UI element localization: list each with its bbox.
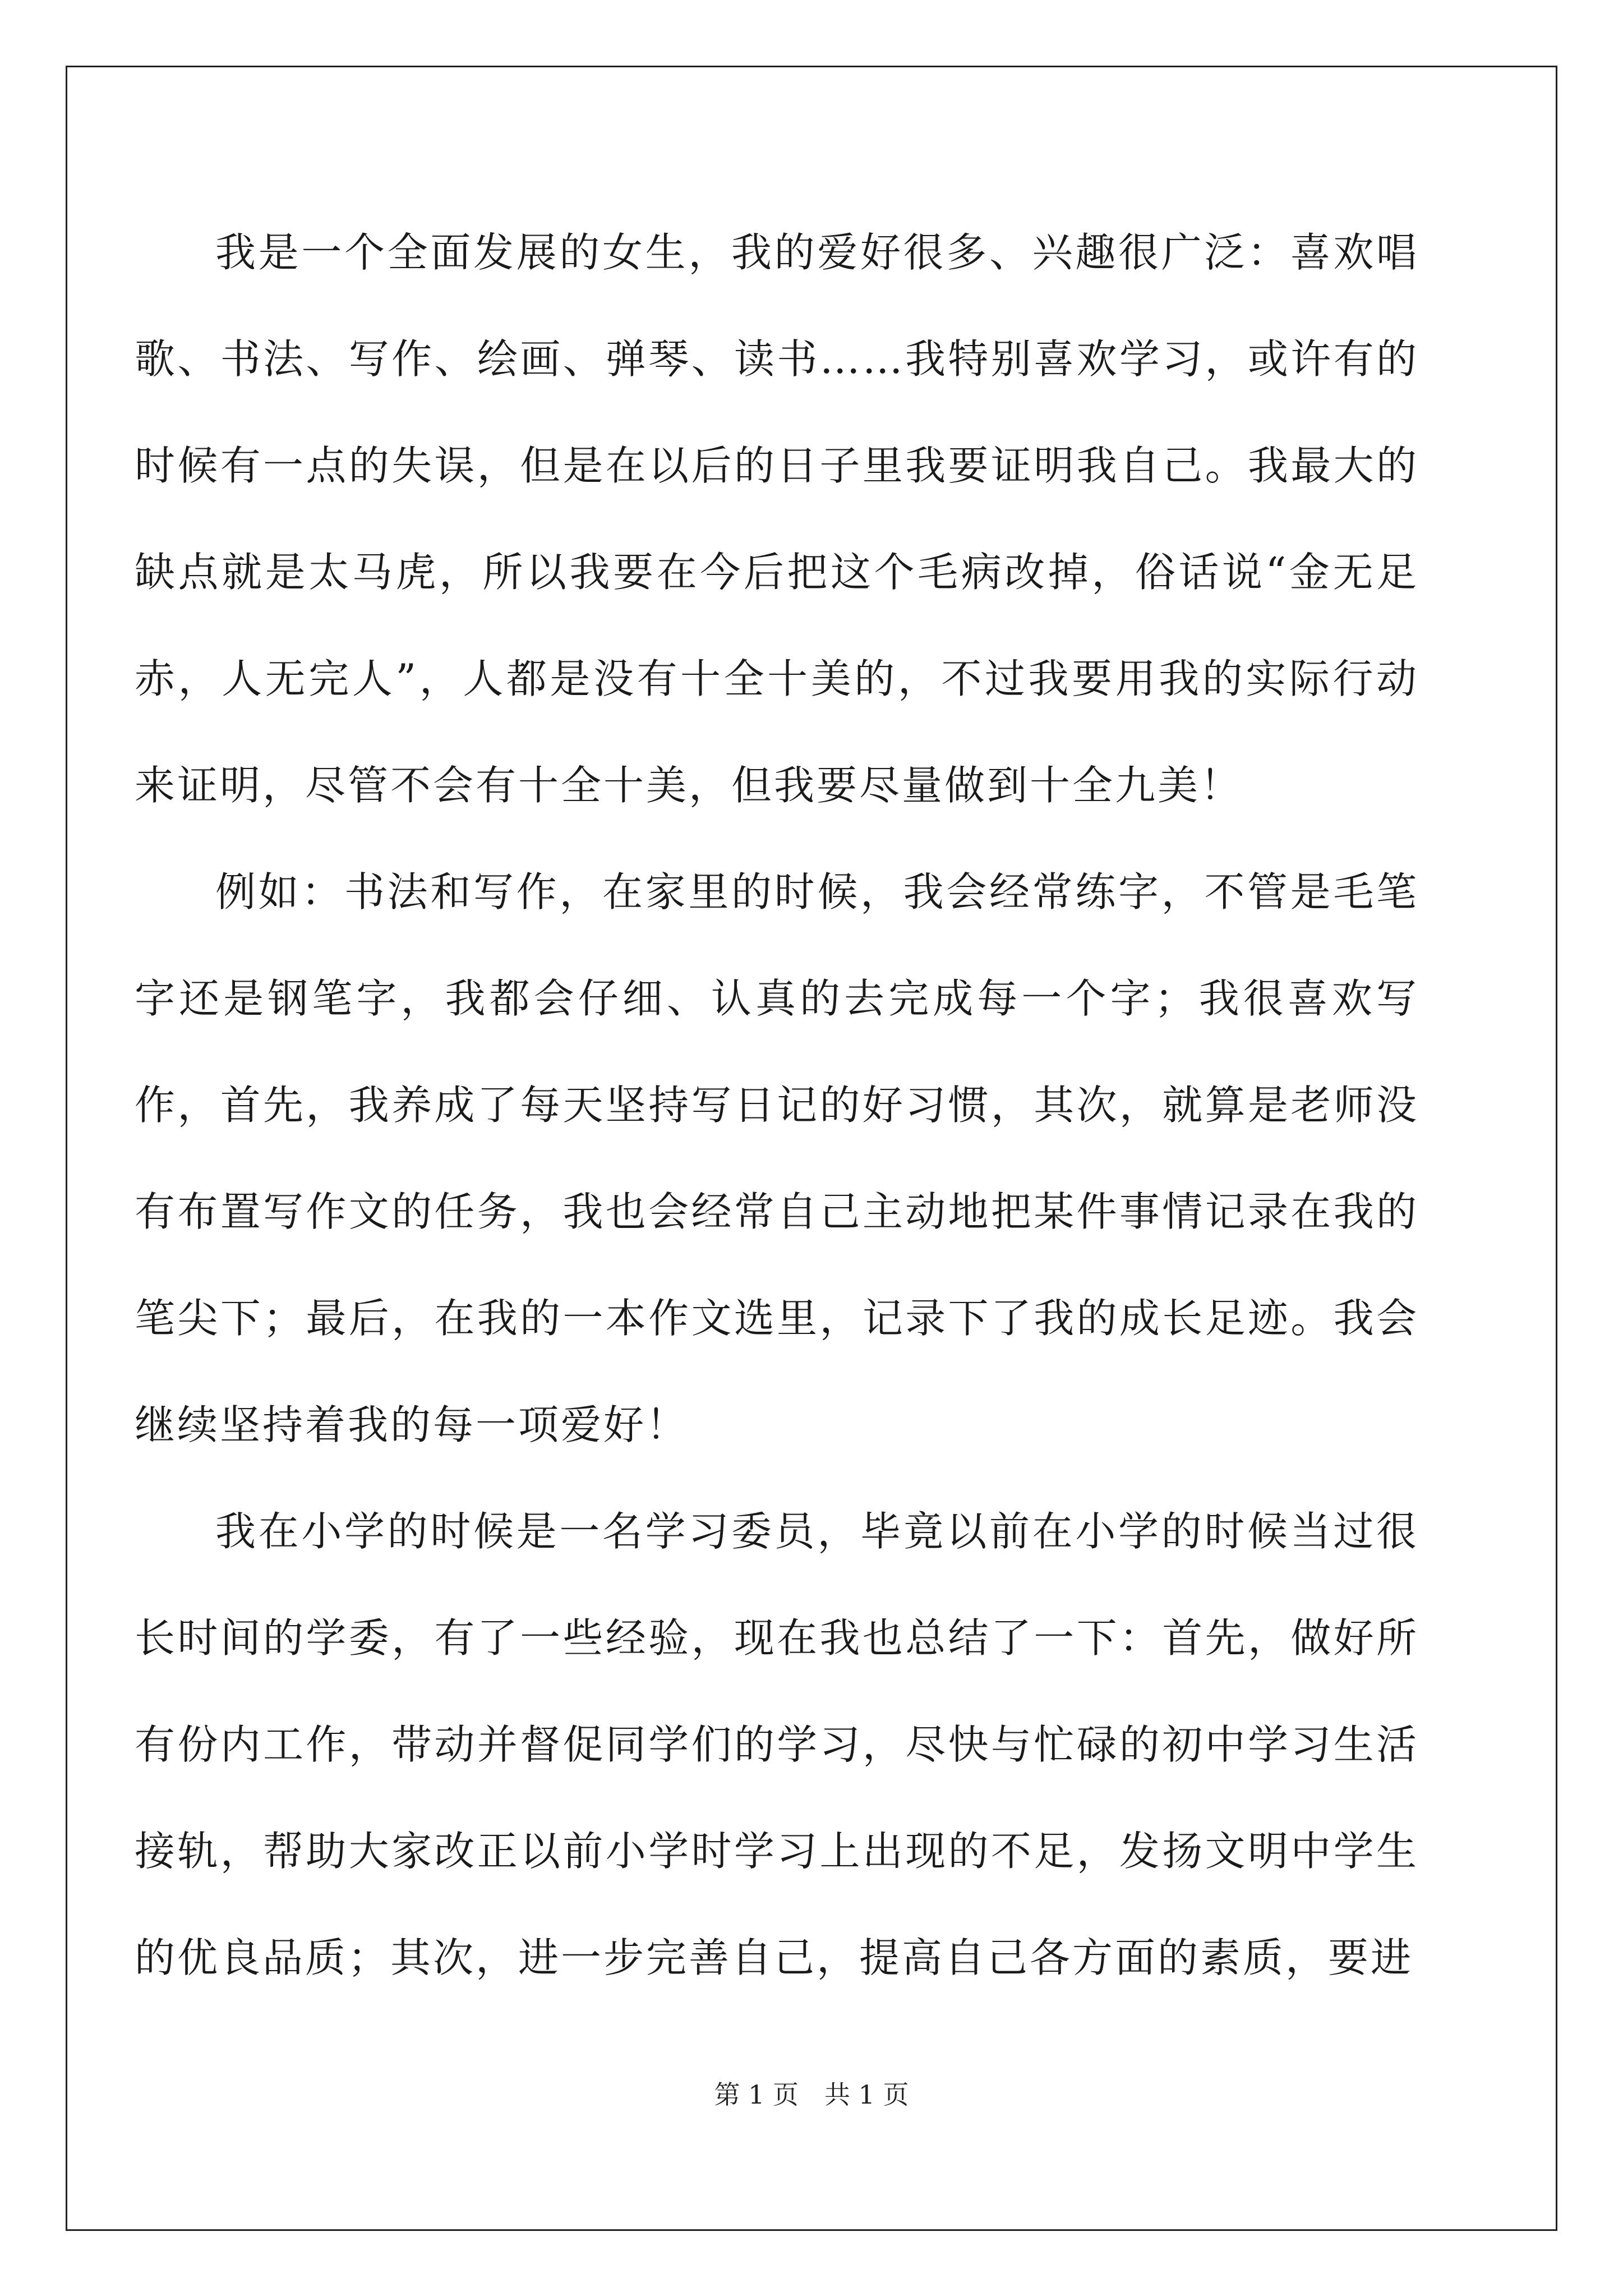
paragraph-2: 例如：书法和写作，在家里的时候，我会经常练字，不管是毛笔字还是钢笔字，我都会仔细、认真的去完成每一个字；我很喜欢写作，首先，我养成了每天坚持写日记的好习惯，其次，就算是老师没有布置写作文的任务，我也会经常自己主动地把某件事情记录在我的笔尖下；最后，在我的一本作文选里，记录下了我的成长足迹。我会继续坚持着我的每一项爱好！ [135,868,1419,1448]
document-body [135,199,1419,2011]
page-footer: 第 1 页 共 1 页 [714,2079,909,2110]
paragraph-3: 我在小学的时候是一名学习委员，毕竟以前在小学的时候当过很长时间的学委，有了一些经验，现在我也总结了一下：首先，做好所有份内工作，带动并督促同学们的学习，尽快与忙碌的初中学习生活接轨，帮助大家改正以前小学时学习上出现的不足，发扬文明中学生的优良品质；其次，进一步完善自己，提高自己各方面的素质，要进 [135,1508,1419,1981]
paragraph-1: 我是一个全面发展的女生，我的爱好很多、兴趣很广泛：喜欢唱歌、书法、写作、绘画、弹琴、读书……我特别喜欢学习，或许有的时候有一点的失误，但是在以后的日子里我要证明我自己。我最大的缺点就是太马虎，所以我要在今后把这个毛病改掉，俗话说“金无足赤，人无完人”，人都是没有十全十美的，不过我要用我的实际行动来证明，尽管不会有十全十美，但我要尽量做到十全九美！ [135,229,1419,809]
